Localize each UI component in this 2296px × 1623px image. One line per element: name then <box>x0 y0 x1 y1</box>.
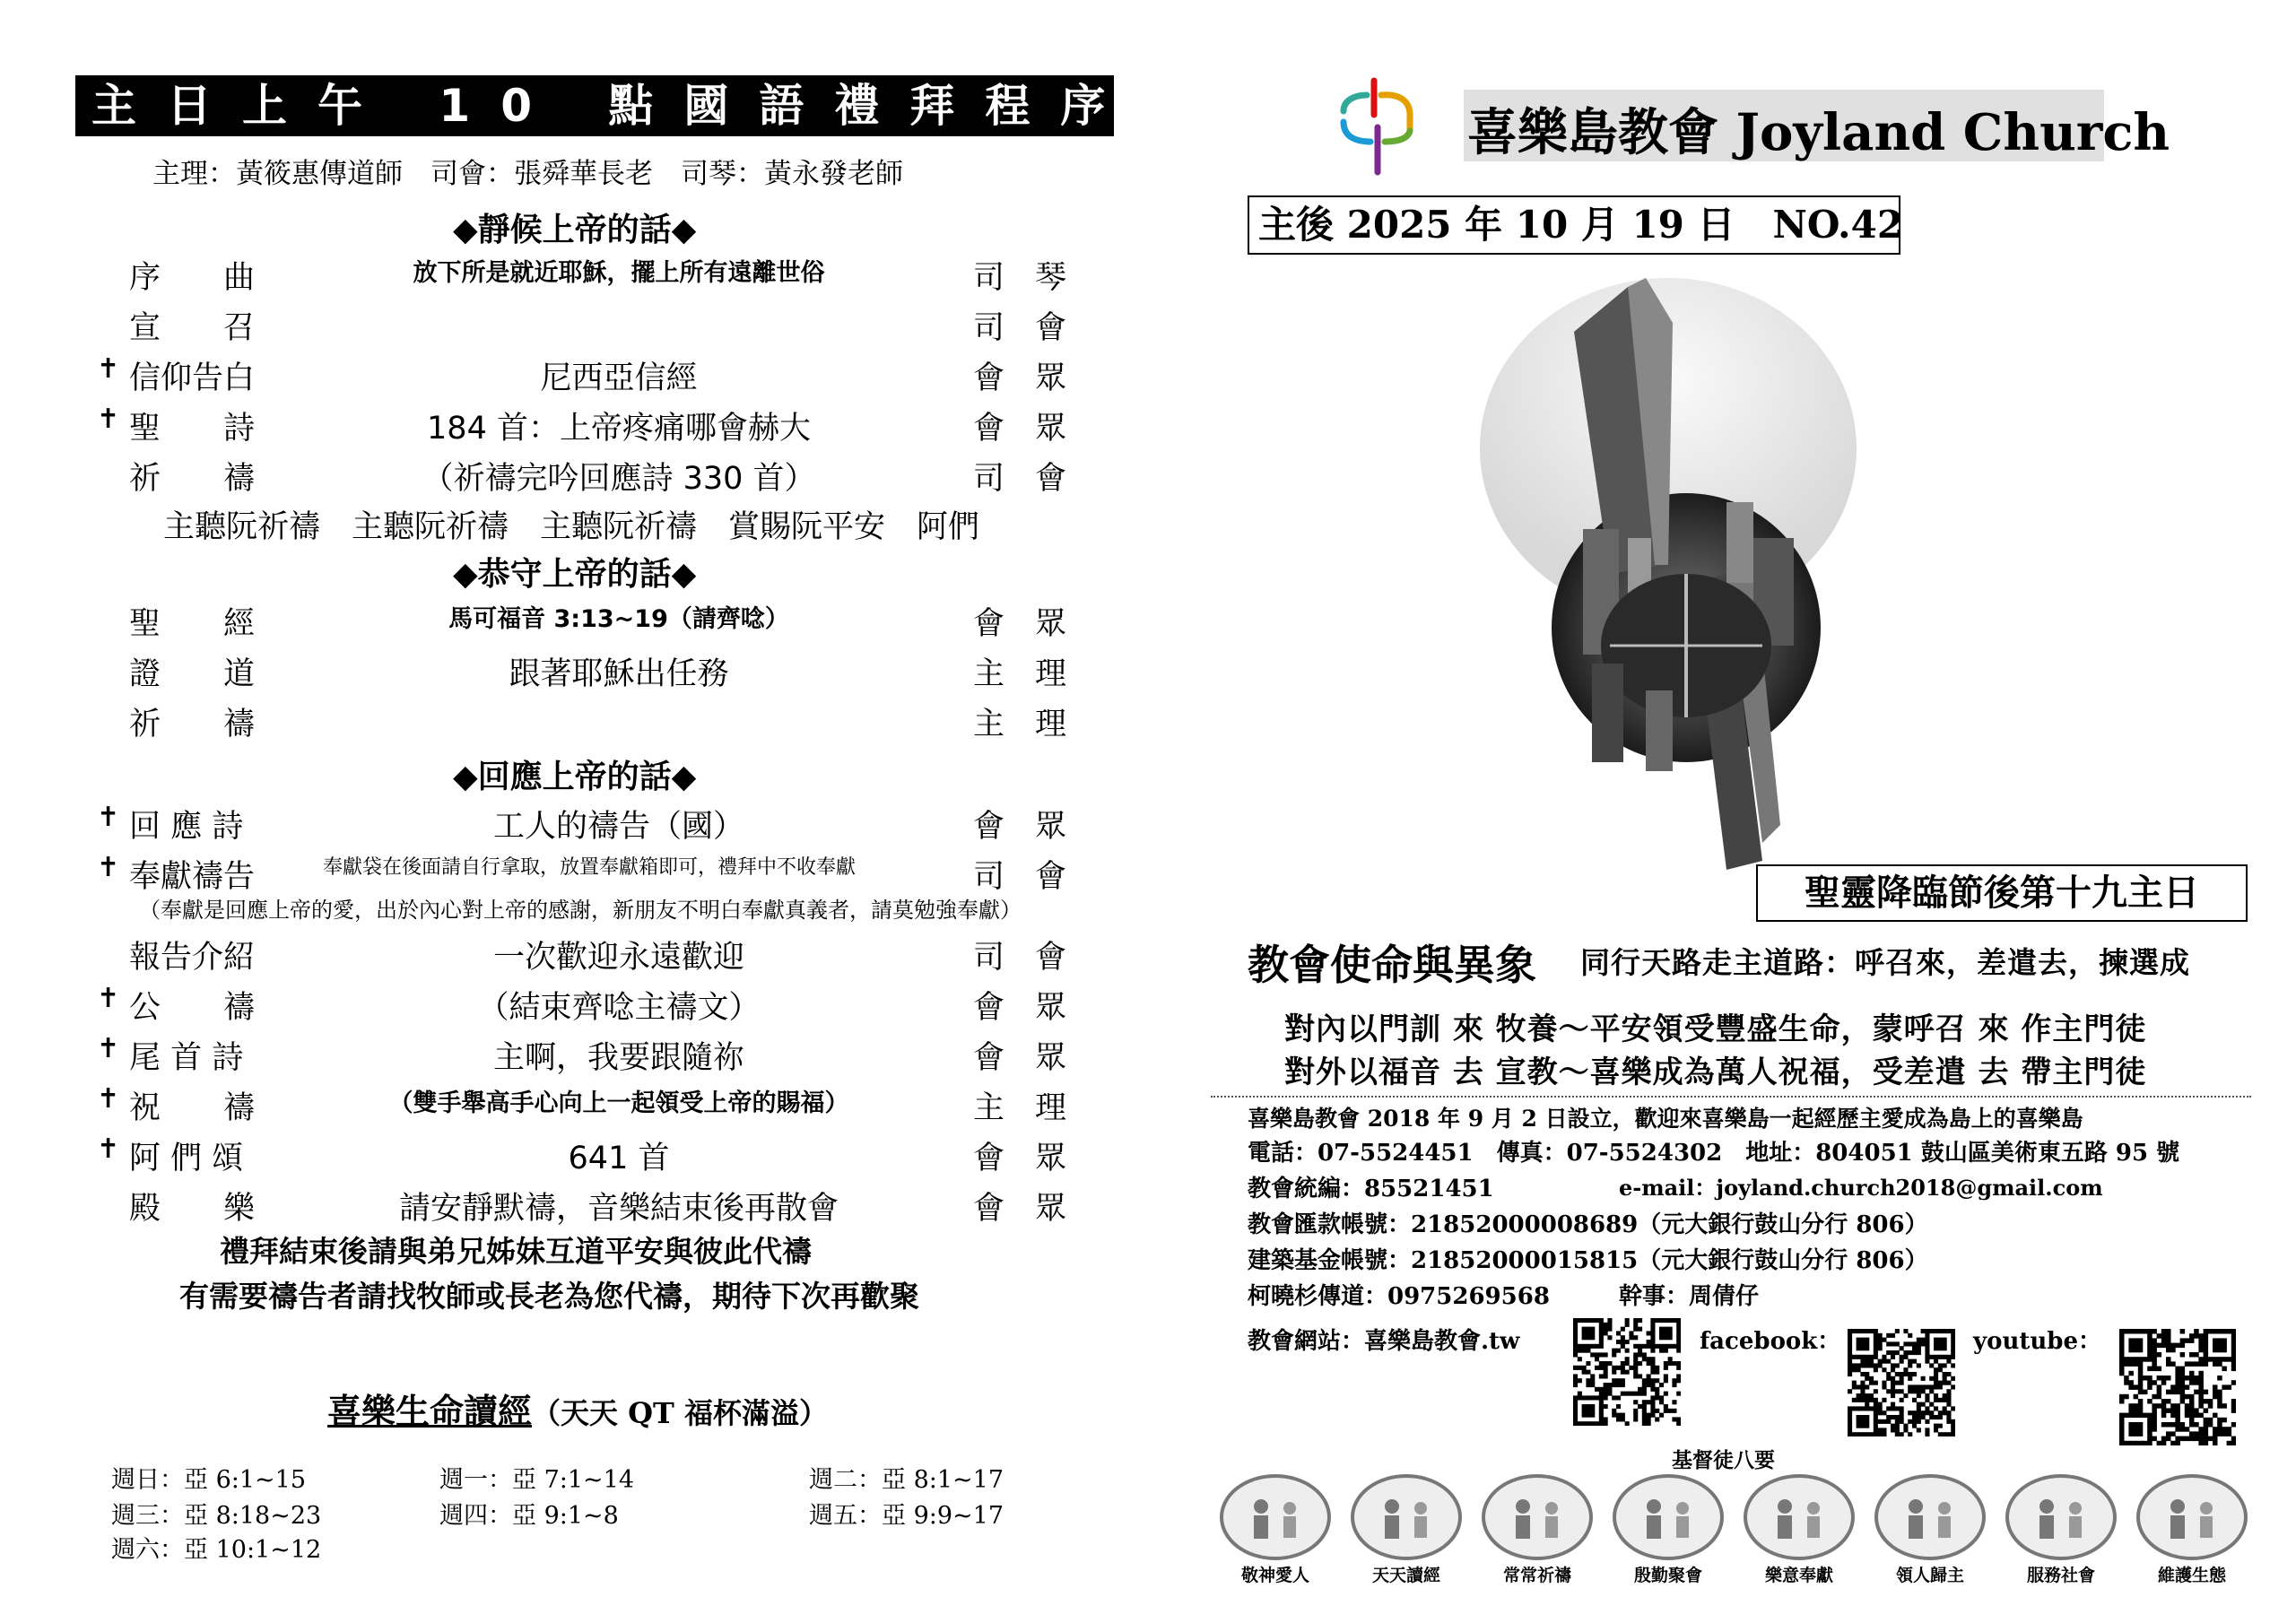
essential-label: 敬神愛人 <box>1240 1566 1309 1585</box>
essential-icon <box>1611 1471 1726 1560</box>
service-item-leader: 會眾 <box>973 360 1098 396</box>
building-fund-account: 建築基金帳號：21852000015815（元大銀行鼓山分行 806） <box>1248 1247 1928 1274</box>
offering-note: （奉獻是回應上帝的愛，出於內心對上帝的感謝，新朋友不明白奉獻真義者，請莫勉強奉獻） <box>139 898 1022 923</box>
service-item-description: 184 首：上帝疼痛哪會赫大 <box>427 411 811 447</box>
essential-icon <box>2135 1471 2249 1560</box>
service-item-description: 跟著耶穌出任務 <box>509 656 729 692</box>
essential-label: 領人歸主 <box>1895 1566 1964 1585</box>
service-title: 主日上午 10 點國語禮拜程序 <box>75 75 1114 136</box>
service-item-leader: 會眾 <box>973 411 1098 447</box>
mission-title: 教會使命與異象 <box>1248 941 1536 989</box>
cross-icon: ✝ <box>97 404 120 435</box>
essential-label: 維護生態 <box>2157 1566 2226 1585</box>
service-item-name: 宣 召 <box>129 310 256 346</box>
secretary: 幹事：周倩仔 <box>1619 1283 1760 1310</box>
qt-title: 喜樂生命讀經 <box>327 1392 533 1431</box>
mission-inward: 對內以門訓 來 牧養～平安領受豐盛生命，蒙呼召 來 作主門徒 <box>1284 1011 2147 1047</box>
essential-icon <box>2004 1471 2118 1560</box>
service-item-name: 尾 首 詩 <box>129 1040 244 1076</box>
qt-sunday: 週日：亞 6:1~15 <box>111 1466 307 1494</box>
qt-wednesday: 週三：亞 8:18~23 <box>111 1502 322 1530</box>
contact-info: 電話：07-5524451 傳真：07-5524302 地址：804051 鼓山區美術東五路 95 號 <box>1248 1140 2180 1167</box>
church-founding: 喜樂島教會 2018 年 9 月 2 日設立，歡迎來喜樂島一起經歷主愛成為島上的喜樂島 <box>1248 1106 2083 1132</box>
response-song-line: 主聽阮祈禱 主聽阮祈禱 主聽阮祈禱 賞賜阮平安 阿們 <box>163 509 980 545</box>
service-item-leader: 會眾 <box>973 606 1098 642</box>
essential-label: 服務社會 <box>2026 1566 2095 1585</box>
qt-tuesday: 週二：亞 8:1~17 <box>809 1466 1004 1494</box>
service-item-description: 馬可福音 3:13~19（請齊唸） <box>448 605 789 633</box>
service-item-description: （結束齊唸主禱文） <box>477 990 761 1026</box>
essential-icon <box>1349 1471 1464 1560</box>
qt-heading <box>327 1384 828 1433</box>
service-item-leader: 司會 <box>973 940 1098 976</box>
church-logo-icon <box>1331 75 1421 179</box>
cross-icon: ✝ <box>97 1033 120 1064</box>
service-item-name: 奉獻禱告 <box>129 859 256 895</box>
service-item-description: 尼西亞信經 <box>540 360 698 396</box>
service-item-name: 公 禱 <box>129 990 256 1026</box>
facebook-qr-code[interactable] <box>1848 1329 1955 1436</box>
youtube-label[interactable]: youtube： <box>1973 1328 2101 1355</box>
service-item-name: 聖 詩 <box>129 411 256 447</box>
service-item-name: 殿 樂 <box>129 1191 256 1227</box>
eight-essentials-title: 基督徒八要 <box>1672 1449 1775 1472</box>
liturgical-sunday: 聖靈降臨節後第十九主日 <box>1756 864 2248 922</box>
service-item-description: 放下所是就近耶穌，擺上所有遠離世俗 <box>413 259 825 287</box>
website-label[interactable]: 教會網站：喜樂島教會.tw <box>1248 1328 1520 1355</box>
service-item-description: （祈禱完吟回應詩 330 首） <box>422 461 816 497</box>
qt-subtitle: （天天 QT 福杯滿溢） <box>532 1396 828 1430</box>
service-item-description: 641 首 <box>568 1141 670 1176</box>
section-heading-wait: ◆靜候上帝的話◆ <box>453 212 697 248</box>
service-item-name: 聖 經 <box>129 606 256 642</box>
service-item-leader: 會眾 <box>973 809 1098 845</box>
service-item-leader: 司會 <box>973 310 1098 346</box>
service-item-name: 信仰告白 <box>129 360 256 396</box>
qt-friday: 週五：亞 9:9~17 <box>809 1502 1004 1530</box>
essential-icon <box>1742 1471 1857 1560</box>
officiants: 主理：黃筱惠傳道師 司會：張舜華長老 司琴：黃永發老師 <box>152 158 903 190</box>
service-item-name: 序 曲 <box>129 260 256 296</box>
service-item-name: 祝 禱 <box>129 1090 256 1126</box>
mission-subtitle: 同行天路走主道路：呼召來，差遣去，揀選成 <box>1580 945 2190 980</box>
service-item-leader: 司琴 <box>973 260 1098 296</box>
service-item-description: 工人的禱告（國） <box>492 809 744 845</box>
service-item-leader: 會眾 <box>973 990 1098 1026</box>
service-item-leader: 主理 <box>973 707 1098 742</box>
cross-icon: ✝ <box>97 983 120 1014</box>
cross-icon: ✝ <box>97 802 120 833</box>
service-item-description: 請安靜默禱，音樂結束後再散會 <box>398 1191 839 1227</box>
essential-label: 樂意奉獻 <box>1764 1566 1833 1585</box>
service-item-name: 祈 禱 <box>129 461 256 497</box>
facebook-label[interactable]: facebook： <box>1700 1328 1841 1355</box>
service-item-description: 主啊，我要跟隨祢 <box>492 1040 744 1076</box>
website-qr-code[interactable] <box>1573 1318 1681 1426</box>
essential-icon <box>1218 1471 1333 1560</box>
section-heading-keep: ◆恭守上帝的話◆ <box>453 556 697 593</box>
cross-icon: ✝ <box>97 852 120 883</box>
mission-outward: 對外以福音 去 宣教～喜樂成為萬人祝福，受差遣 去 帶主門徒 <box>1284 1055 2147 1090</box>
service-item-leader: 司會 <box>973 859 1098 895</box>
cross-icon: ✝ <box>97 1133 120 1165</box>
qt-monday: 週一：亞 7:1~14 <box>439 1466 635 1494</box>
service-item-name: 回 應 詩 <box>129 809 244 845</box>
service-item-leader: 主理 <box>973 1090 1098 1126</box>
service-item-name: 阿 們 頌 <box>129 1141 244 1176</box>
cross-icon: ✝ <box>97 1083 120 1115</box>
service-item-leader: 會眾 <box>973 1141 1098 1176</box>
tax-id: 教會統編：85521451 <box>1248 1176 1494 1202</box>
divider <box>1211 1096 2251 1098</box>
service-item-name: 祈 禱 <box>129 707 256 742</box>
essential-label: 天天讀經 <box>1371 1566 1440 1585</box>
service-item-description: 奉獻袋在後面請自行拿取，放置奉獻箱即可，禮拜中不收奉獻 <box>323 856 857 879</box>
service-item-name: 報告介紹 <box>129 940 256 976</box>
church-name: 喜樂島教會 Joyland Church <box>1467 103 2170 162</box>
essential-icon <box>1480 1471 1595 1560</box>
essential-label: 常常祈禱 <box>1502 1566 1571 1585</box>
email[interactable]: e-mail：joyland.church2018@gmail.com <box>1619 1175 2103 1201</box>
essential-label: 殷勤聚會 <box>1633 1566 1702 1585</box>
bank-account: 教會匯款帳號：21852000008689（元大銀行鼓山分行 806） <box>1248 1211 1928 1238</box>
service-item-description: （雙手舉高手心向上一起領受上帝的賜福） <box>388 1089 849 1117</box>
service-item-name: 證 道 <box>129 656 256 692</box>
essential-icon <box>1873 1471 1987 1560</box>
youtube-qr-code[interactable] <box>2119 1329 2227 1436</box>
service-item-description: 一次歡迎永遠歡迎 <box>492 940 744 976</box>
bulletin-date: 主後 2025 年 10 月 19 日 NO.42 <box>1248 195 1900 255</box>
closing-line-2: 有需要禱告者請找牧師或長老為您代禱，期待下次再歡聚 <box>179 1279 919 1314</box>
section-heading-respond: ◆回應上帝的話◆ <box>453 759 697 795</box>
closing-line-1: 禮拜結束後請與弟兄姊妹互道平安與彼此代禱 <box>220 1234 812 1269</box>
qt-saturday: 週六：亞 10:1~12 <box>111 1536 322 1564</box>
service-item-leader: 主理 <box>973 656 1098 692</box>
service-item-leader: 會眾 <box>973 1040 1098 1076</box>
qt-thursday: 週四：亞 9:1~8 <box>439 1502 619 1530</box>
city-globe-image <box>1457 269 1879 879</box>
service-item-leader: 司會 <box>973 461 1098 497</box>
cross-icon: ✝ <box>97 353 120 385</box>
service-item-leader: 會眾 <box>973 1191 1098 1227</box>
evangelist-phone: 柯曉杉傳道：0975269568 <box>1248 1283 1550 1310</box>
